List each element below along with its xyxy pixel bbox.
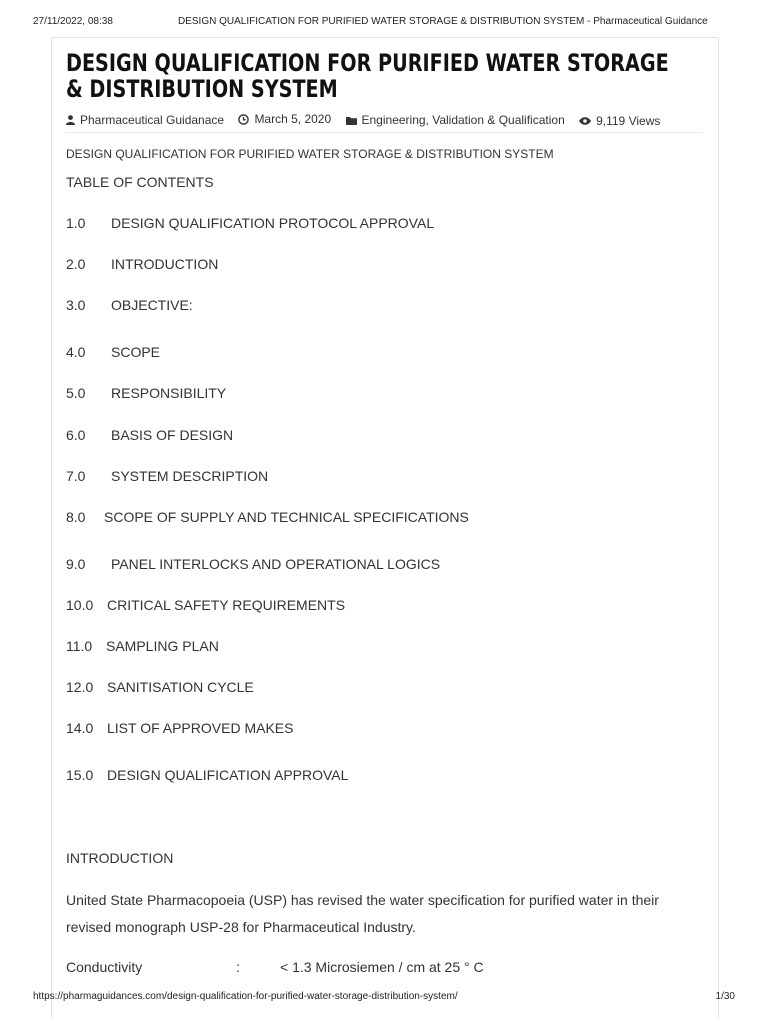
toc-label: SCOPE OF SUPPLY AND TECHNICAL SPECIFICATIONS [104,509,469,525]
toc-item [66,597,345,615]
toc-item [66,215,434,233]
toc-item [66,256,218,274]
meta-author-label: Pharmaceutical Guidanace [80,112,225,127]
toc-item [66,468,268,486]
toc-item [66,509,469,527]
toc-number: 2.0 [66,256,86,272]
toc-item [66,556,440,574]
eye-icon [579,117,591,125]
toc-item [66,427,233,445]
toc-label: DESIGN QUALIFICATION APPROVAL [107,767,349,783]
toc-label: LIST OF APPROVED MAKES [107,720,294,736]
document-subtitle: DESIGN QUALIFICATION FOR PURIFIED WATER STORAGE & DISTRIBUTION SYSTEM [66,147,554,161]
toc-label: CRITICAL SAFETY REQUIREMENTS [107,597,346,613]
toc-item [66,638,219,656]
toc-label: PANEL INTERLOCKS AND OPERATIONAL LOGICS [111,556,441,572]
toc-item [66,344,160,362]
spec-colon: : [236,959,240,975]
toc-number: 6.0 [66,427,86,443]
meta-date-label: March 5, 2020 [254,112,332,126]
print-header [0,16,768,30]
meta-views [579,114,660,128]
toc-heading: TABLE OF CONTENTS [66,174,214,190]
spec-label: Conductivity [66,959,143,975]
toc-label: DESIGN QUALIFICATION PROTOCOL APPROVAL [111,215,435,231]
meta-category[interactable] [346,113,565,127]
toc-number: 9.0 [66,556,86,572]
toc-number: 4.0 [66,344,86,360]
print-url: https://pharmaguidances.com/design-qualification-for-purified-water-storage-distribution-system/ [33,991,458,1002]
print-page-number: 1/30 [715,991,735,1002]
toc-number: 12.0 [66,679,94,695]
toc-label: SYSTEM DESCRIPTION [111,468,269,484]
article-title: DESIGN QUALIFICATION FOR PURIFIED WATER STORAGE & DISTRIBUTION SYSTEM [66,49,669,103]
meta-views-label: 9,119 Views [596,113,661,128]
toc-item [66,297,193,315]
print-date: 27/11/2022, 08:38 [33,16,113,27]
toc-number: 3.0 [66,297,86,313]
toc-number: 14.0 [66,720,94,736]
toc-number: 10.0 [66,597,94,613]
toc-label: BASIS OF DESIGN [111,427,234,443]
toc-number: 1.0 [66,215,86,231]
toc-item [66,679,254,697]
meta-category-label: Engineering, Validation & Qualification [361,113,565,127]
folder-icon [346,116,357,125]
toc-number: 8.0 [66,509,86,525]
toc-item [66,767,348,785]
toc-item [66,385,226,403]
spec-value: < 1.3 Microsiemen / cm at 25 ° C [280,959,484,975]
toc-number: 7.0 [66,468,86,484]
print-page-title: DESIGN QUALIFICATION FOR PURIFIED WATER STORAGE & DISTRIBUTION SYSTEM - Pharmaceutical Guidance [178,16,708,27]
toc-number: 15.0 [66,767,94,783]
introduction-paragraph: United State Pharmacopoeia (USP) has revised the water specification for purified water in their revised monograph USP-28 for Pharmaceutical Industry. [66,892,659,935]
meta-divider [66,132,702,133]
toc-label: OBJECTIVE: [111,297,193,313]
article-meta [66,112,702,130]
clock-icon [238,114,249,125]
toc-label: SAMPLING PLAN [106,638,219,654]
user-icon [66,115,75,125]
spec-row-conductivity [66,959,706,977]
toc-label: SANITISATION CYCLE [107,679,254,695]
meta-date [238,112,331,126]
toc-number: 11.0 [66,638,93,654]
toc-label: RESPONSIBILITY [111,385,227,401]
introduction-heading: INTRODUCTION [66,850,174,866]
meta-author[interactable] [66,113,224,127]
toc-item [66,720,293,738]
print-footer [0,991,768,1005]
toc-label: INTRODUCTION [111,256,219,272]
toc-label: SCOPE [111,344,161,360]
toc-number: 5.0 [66,385,86,401]
